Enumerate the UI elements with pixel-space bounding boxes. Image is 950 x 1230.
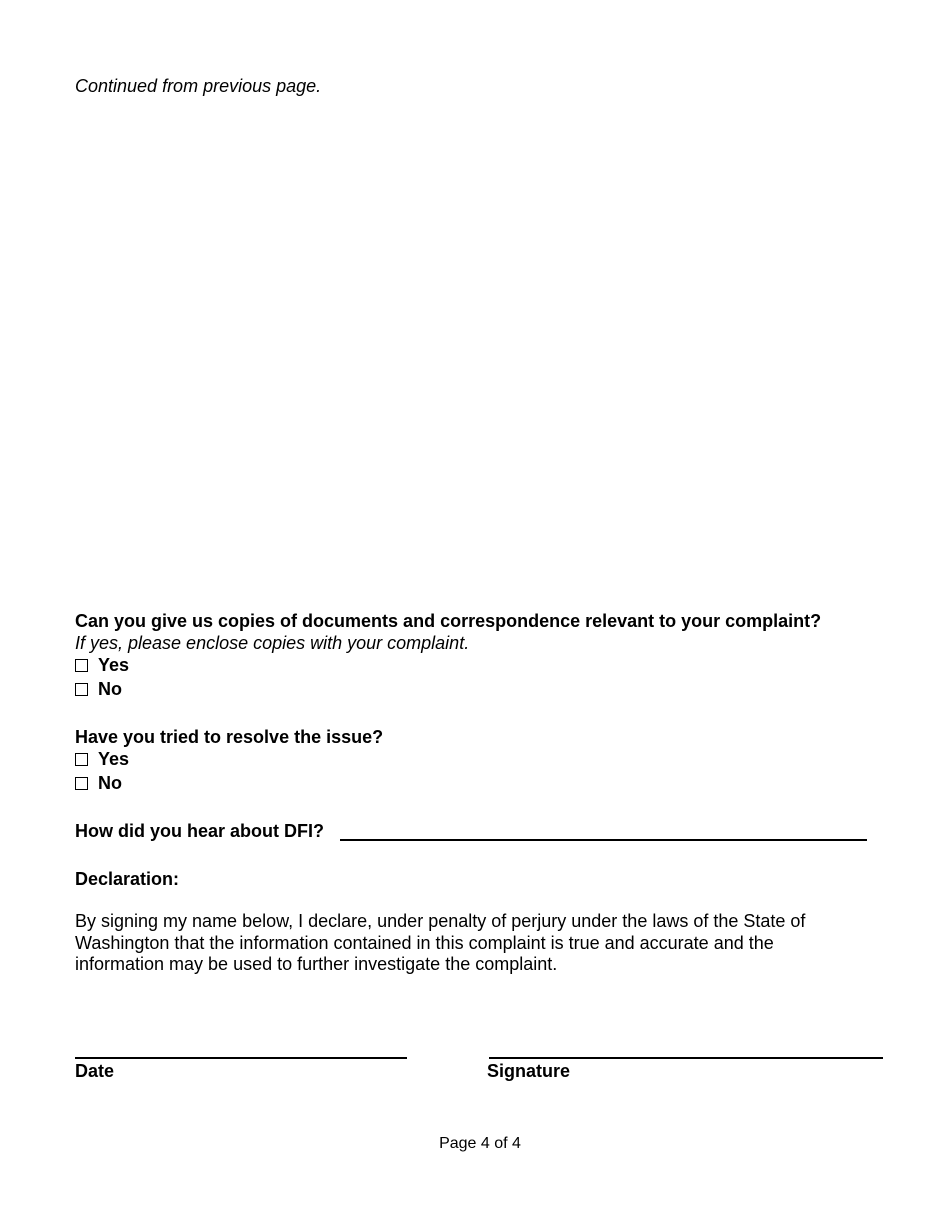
documents-question-note: If yes, please enclose copies with your complaint. (75, 633, 470, 653)
hear-answer-line[interactable] (340, 839, 867, 841)
resolve-yes-label: Yes (98, 748, 130, 769)
documents-yes-checkbox[interactable] (75, 659, 88, 672)
date-line[interactable] (75, 1057, 407, 1059)
documents-yes-option[interactable] (75, 654, 129, 676)
documents-no-checkbox[interactable] (75, 683, 88, 696)
signature-label: Signature (487, 1061, 571, 1081)
declaration-heading: Declaration: (75, 869, 180, 889)
documents-yes-label: Yes (98, 654, 130, 675)
resolve-no-option[interactable] (75, 772, 122, 794)
continued-note: Continued from previous page. (75, 76, 322, 96)
documents-no-label: No (98, 678, 122, 699)
resolve-no-checkbox[interactable] (75, 777, 88, 790)
documents-no-option[interactable] (75, 678, 122, 700)
resolve-yes-checkbox[interactable] (75, 753, 88, 766)
page-number: Page 4 of 4 (439, 1135, 521, 1152)
hear-question-label: How did you hear about DFI? (75, 821, 324, 841)
documents-question-title: Can you give us copies of documents and correspondence relevant to your complaint? (75, 611, 822, 631)
declaration-text: By signing my name below, I declare, under penalty of perjury under the laws of the State of Washington that the information contained in this complaint is true and accurate and the information may be used to further investigate the complaint. (75, 911, 806, 974)
resolve-yes-option[interactable] (75, 748, 129, 770)
date-label: Date (75, 1061, 115, 1081)
signature-line[interactable] (489, 1057, 883, 1059)
resolve-question-title: Have you tried to resolve the issue? (75, 727, 384, 747)
resolve-no-label: No (98, 772, 122, 793)
